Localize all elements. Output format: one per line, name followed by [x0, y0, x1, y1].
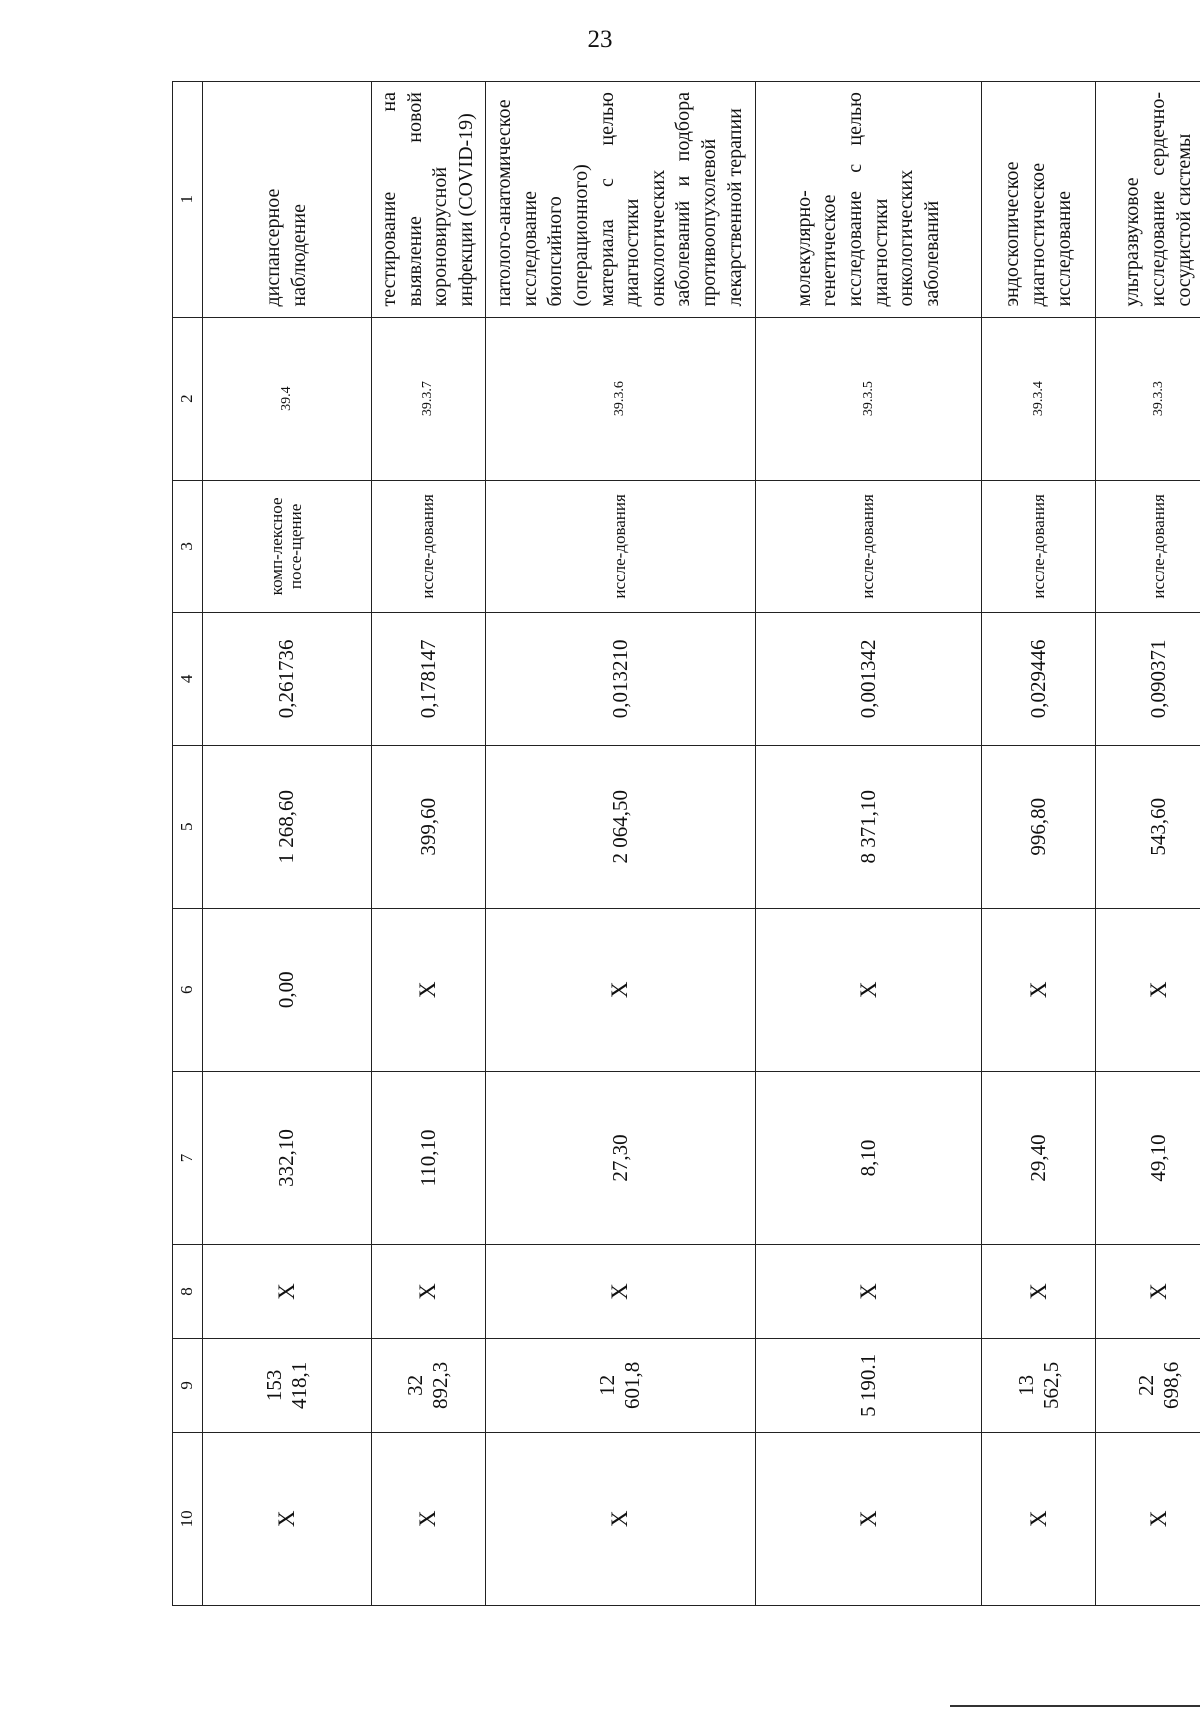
cell-col4: 0,013210: [485, 613, 755, 746]
cell-col6: 0,00: [202, 908, 371, 1071]
table-row: [755, 82, 981, 1606]
cell-col7: 8,10: [755, 1071, 981, 1244]
table-row: [485, 82, 755, 1606]
cell-col8: Х: [202, 1245, 371, 1339]
cell-col7: 110,10: [371, 1071, 485, 1244]
cell-unit: иссле-дования: [371, 480, 485, 613]
cell-col10: Х: [485, 1432, 755, 1605]
cell-col10: Х: [755, 1432, 981, 1605]
cell-col7: 27,30: [485, 1071, 755, 1244]
cell-col5: 996,80: [982, 745, 1096, 908]
table-row: [1096, 82, 1200, 1606]
cell-col7: 332,10: [202, 1071, 371, 1244]
tariff-table: [172, 81, 1200, 1606]
header-cell: 6: [173, 908, 203, 1071]
header-cell: 9: [173, 1338, 203, 1432]
cell-col7: 49,10: [1096, 1071, 1200, 1244]
cell-code: 39.3.6: [485, 317, 755, 480]
rotated-table-container: [172, 81, 1200, 1606]
header-cell: 10: [173, 1432, 203, 1605]
cell-col8: Х: [1096, 1245, 1200, 1339]
cell-col4: 0,261736: [202, 613, 371, 746]
header-row: [173, 82, 203, 1606]
cell-col9: 12 601,8: [485, 1338, 755, 1432]
cell-col5: 2 064,50: [485, 745, 755, 908]
header-cell: 2: [173, 317, 203, 480]
header-cell: 1: [173, 82, 203, 318]
cell-col8: Х: [982, 1245, 1096, 1339]
cell-code: 39.3.3: [1096, 317, 1200, 480]
cell-col5: 399,60: [371, 745, 485, 908]
cell-name: молекулярно-генетическое исследование с целью диагностики онкологических заболеваний: [755, 82, 981, 318]
cell-col5: 8 371,10: [755, 745, 981, 908]
cell-col10: Х: [1096, 1432, 1200, 1605]
cell-col8: Х: [485, 1245, 755, 1339]
page-number: 23: [587, 26, 613, 53]
cell-name: тестирование на выявление новой короновирусной инфекции (COVID-19): [371, 82, 485, 318]
cell-col8: Х: [371, 1245, 485, 1339]
cell-name: эндоскопическое диагностическое исследование: [982, 82, 1096, 318]
cell-name: ультразвуковое исследование сердечно-сосудистой системы: [1096, 82, 1200, 318]
cell-unit: иссле-дования: [485, 480, 755, 613]
cell-col9: 153 418,1: [202, 1338, 371, 1432]
cell-code: 39.4: [202, 317, 371, 480]
cell-col6: Х: [982, 908, 1096, 1071]
cell-col5: 543,60: [1096, 745, 1200, 908]
cell-col10: Х: [982, 1432, 1096, 1605]
cell-code: 39.3.7: [371, 317, 485, 480]
table-row: [371, 82, 485, 1606]
cell-col4: 0,029446: [982, 613, 1096, 746]
scan-edge-line: [950, 1705, 1200, 1707]
cell-col9: 22 698,6: [1096, 1338, 1200, 1432]
cell-col4: 0,090371: [1096, 613, 1200, 746]
header-cell: 5: [173, 745, 203, 908]
cell-col7: 29,40: [982, 1071, 1096, 1244]
cell-unit: иссле-дования: [1096, 480, 1200, 613]
cell-col6: Х: [485, 908, 755, 1071]
cell-col5: 1 268,60: [202, 745, 371, 908]
cell-col6: Х: [371, 908, 485, 1071]
cell-col9: 13 562,5: [982, 1338, 1096, 1432]
table-row: [202, 82, 371, 1606]
cell-col4: 0,178147: [371, 613, 485, 746]
cell-col9: 32 892,3: [371, 1338, 485, 1432]
cell-col6: Х: [1096, 908, 1200, 1071]
cell-col9: 5 190.1: [755, 1338, 981, 1432]
cell-name: патолого-анатомическое исследование биопсийного (операционного) материала с целью диагностики онкологических заболеваний и подбора противоопухолевой лекарственной терапии: [485, 82, 755, 318]
cell-unit: иссле-дования: [755, 480, 981, 613]
header-cell: 8: [173, 1245, 203, 1339]
cell-col6: Х: [755, 908, 981, 1071]
header-cell: 3: [173, 480, 203, 613]
cell-col8: Х: [755, 1245, 981, 1339]
header-cell: 7: [173, 1071, 203, 1244]
cell-col4: 0,001342: [755, 613, 981, 746]
table-row: [982, 82, 1096, 1606]
header-cell: 4: [173, 613, 203, 746]
cell-code: 39.3.4: [982, 317, 1096, 480]
cell-code: 39.3.5: [755, 317, 981, 480]
cell-unit: иссле-дования: [982, 480, 1096, 613]
cell-name: диспансерное наблюдение: [202, 82, 371, 318]
cell-col10: Х: [371, 1432, 485, 1605]
cell-col10: Х: [202, 1432, 371, 1605]
cell-unit: комп-лексное посе-щение: [202, 480, 371, 613]
